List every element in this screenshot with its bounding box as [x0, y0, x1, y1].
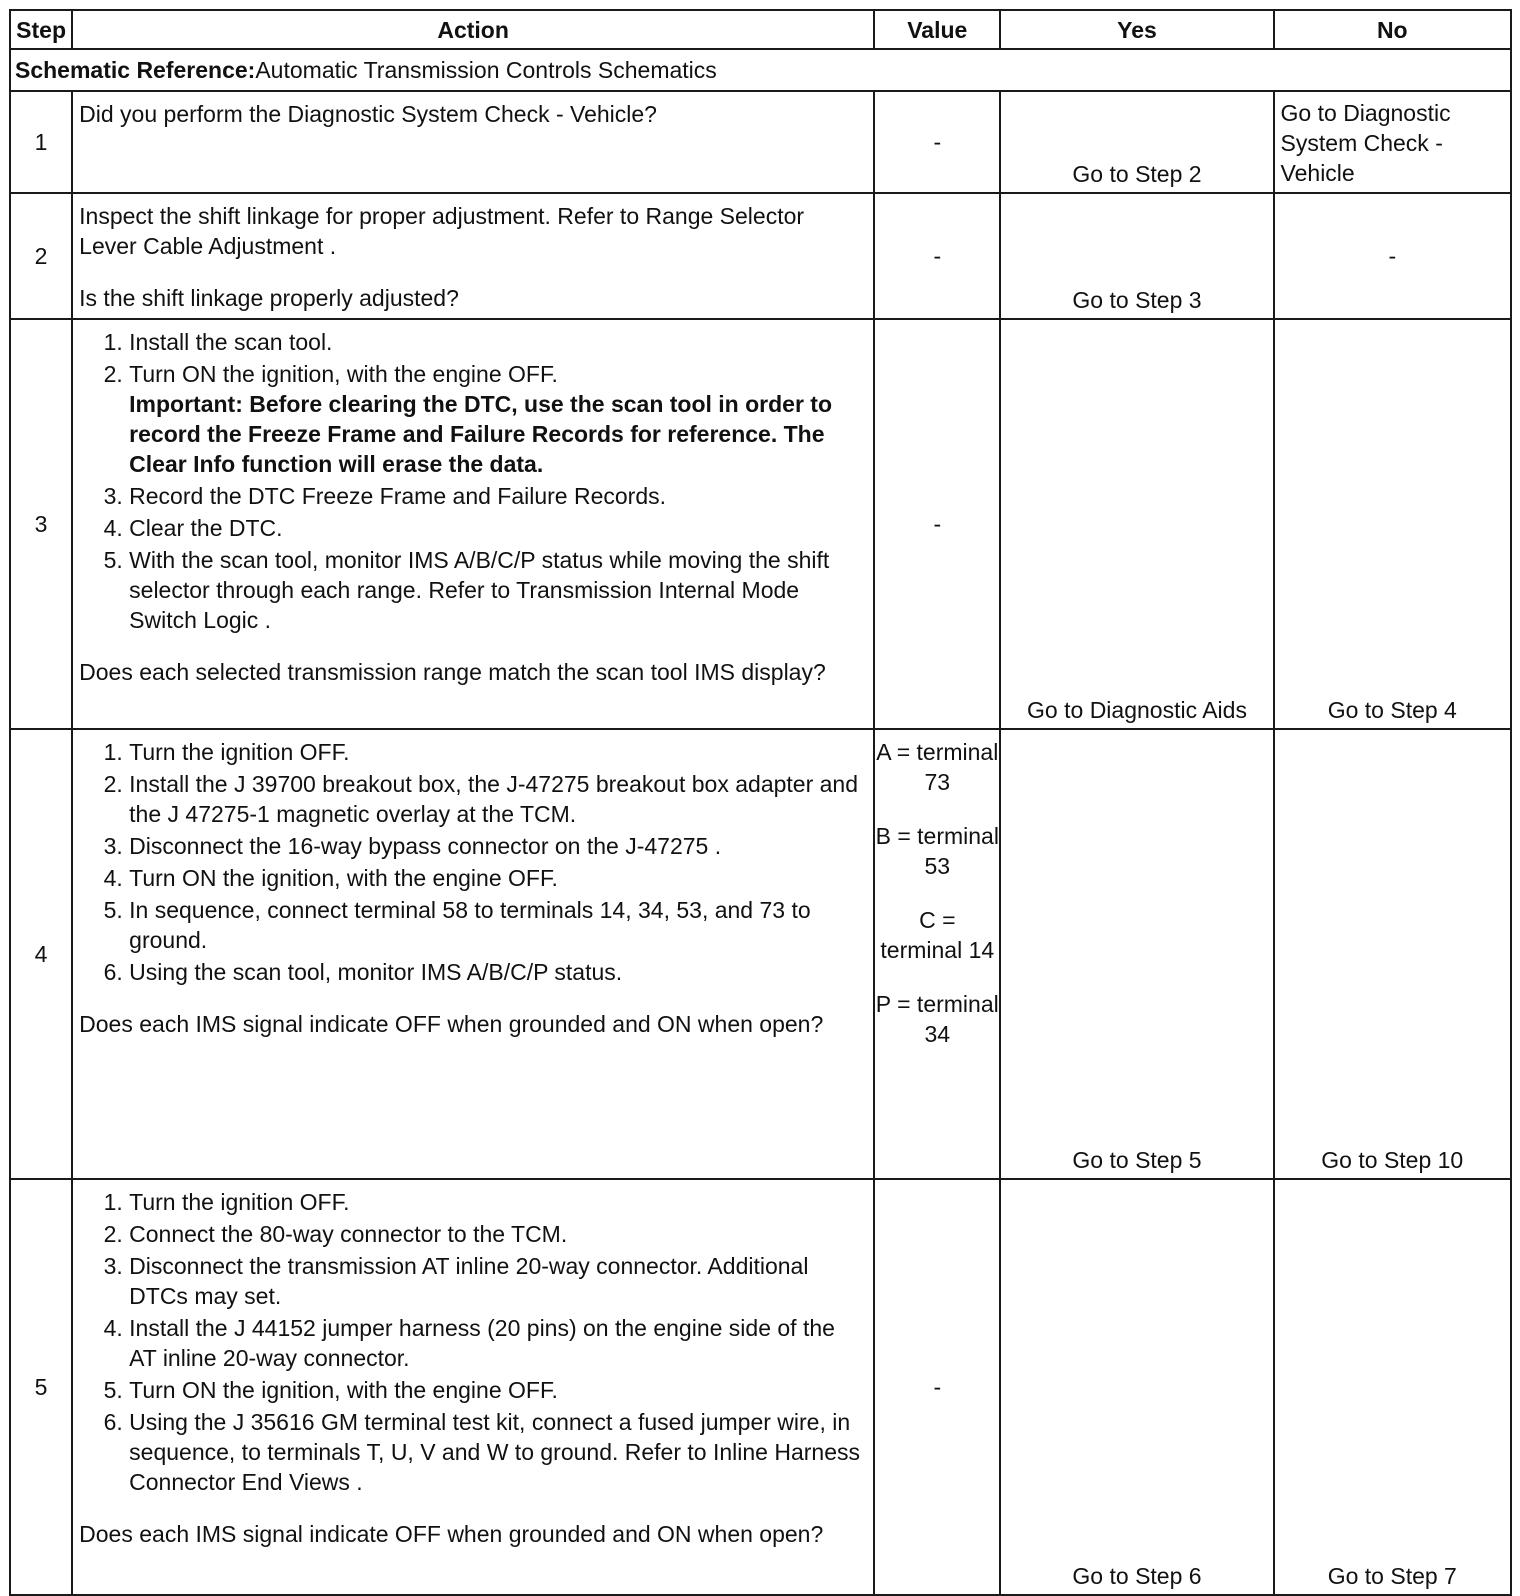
table-row-step-3: [10, 319, 1511, 729]
list-item: 5. In sequence, connect terminal 58 to terminals 14, 34, 53, and 73 to ground.: [129, 895, 867, 955]
header-yes: Yes: [1000, 10, 1273, 49]
header-no: No: [1274, 10, 1511, 49]
list-item: 1. Turn the ignition OFF.: [129, 1187, 867, 1217]
list-item: 4. Clear the DTC.: [129, 513, 867, 543]
action-question: Did you perform the Diagnostic System Check - Vehicle?: [79, 101, 657, 127]
table-row-step-2: [10, 193, 1511, 319]
value-entry: A = terminal 73: [876, 739, 999, 795]
action-cell: [72, 729, 874, 1179]
list-item: 6. Using the scan tool, monitor IMS A/B/C/P status.: [129, 957, 867, 987]
important-note: Important: Before clearing the DTC, use the scan tool in order to record the Freeze Frame and Failure Records for reference. The Clear Info function will erase the data.: [129, 391, 833, 477]
list-item: 1. Turn the ignition OFF.: [129, 737, 867, 767]
no-cell[interactable]: Go to Diagnostic System Check - Vehicle: [1274, 91, 1511, 193]
action-question: Is the shift linkage properly adjusted?: [79, 285, 459, 311]
diagnostic-table-page: [9, 9, 1512, 1596]
action-cell: [72, 91, 874, 193]
schematic-reference-row: [10, 49, 1511, 91]
action-question: Does each selected transmission range match the scan tool IMS display?: [79, 659, 826, 685]
table-row-step-4: [10, 729, 1511, 1179]
yes-cell[interactable]: Go to Step 6: [1000, 1179, 1273, 1595]
list-item: [129, 359, 867, 479]
action-steps-list: [79, 327, 867, 635]
list-item: 4. Turn ON the ignition, with the engine OFF.: [129, 863, 867, 893]
value-entry: C = terminal 14: [880, 907, 995, 963]
header-row: [10, 10, 1511, 49]
list-item: 5. With the scan tool, monitor IMS A/B/C/P status while moving the shift selector through each range. Refer to Transmission Internal Mode Switch Logic .: [129, 545, 867, 635]
diagnostic-table: [9, 9, 1512, 1596]
list-item: 6. Using the J 35616 GM terminal test kit, connect a fused jumper wire, in sequence, to terminals T, U, V and W to ground. Refer to Inline Harness Connector End Views .: [129, 1407, 867, 1497]
action-question: Does each IMS signal indicate OFF when grounded and ON when open?: [79, 1521, 824, 1547]
list-item: 5. Turn ON the ignition, with the engine OFF.: [129, 1375, 867, 1405]
step-number: 1: [10, 91, 72, 193]
list-item: 3. Record the DTC Freeze Frame and Failure Records.: [129, 481, 867, 511]
list-item: 4. Install the J 44152 jumper harness (20 pins) on the engine side of the AT inline 20-way connector.: [129, 1313, 867, 1373]
no-cell: -: [1274, 193, 1511, 319]
list-item: 3. Disconnect the transmission AT inline 20-way connector. Additional DTCs may set.: [129, 1251, 867, 1311]
value-cell: -: [874, 193, 1000, 319]
step-number: 4: [10, 729, 72, 1179]
action-steps-list: [79, 1187, 867, 1497]
step-number: 2: [10, 193, 72, 319]
step-number: 5: [10, 1179, 72, 1595]
action-steps-list: [79, 737, 867, 987]
list-item: 1. Install the scan tool.: [129, 327, 867, 357]
yes-cell[interactable]: Go to Step 2: [1000, 91, 1273, 193]
value-cell: [874, 729, 1000, 1179]
header-action: Action: [72, 10, 874, 49]
schematic-reference: [10, 49, 1511, 91]
list-item: 2. Install the J 39700 breakout box, the J-47275 breakout box adapter and the J 47275-1 magnetic overlay at the TCM.: [129, 769, 867, 829]
action-question: Does each IMS signal indicate OFF when grounded and ON when open?: [79, 1011, 824, 1037]
list-item-text: Turn ON the ignition, with the engine OFF.: [129, 361, 558, 387]
header-step: Step: [10, 10, 72, 49]
list-item: 3. Disconnect the 16-way bypass connector on the J-47275 .: [129, 831, 867, 861]
schematic-reference-label: Schematic Reference:: [15, 57, 256, 83]
header-value: Value: [874, 10, 1000, 49]
yes-cell[interactable]: Go to Diagnostic Aids: [1000, 319, 1273, 729]
value-cell: -: [874, 1179, 1000, 1595]
value-entry: B = terminal 53: [875, 823, 999, 879]
list-item: 2. Connect the 80-way connector to the TCM.: [129, 1219, 867, 1249]
yes-cell[interactable]: Go to Step 5: [1000, 729, 1273, 1179]
no-cell[interactable]: Go to Step 7: [1274, 1179, 1511, 1595]
value-entry: P = terminal 34: [875, 991, 999, 1047]
action-text: Inspect the shift linkage for proper adjustment. Refer to Range Selector Lever Cable Adjustment .: [79, 203, 805, 259]
table-row-step-5: [10, 1179, 1511, 1595]
action-cell: [72, 193, 874, 319]
table-row-step-1: [10, 91, 1511, 193]
no-cell[interactable]: Go to Step 10: [1274, 729, 1511, 1179]
action-cell: [72, 1179, 874, 1595]
step-number: 3: [10, 319, 72, 729]
no-cell[interactable]: Go to Step 4: [1274, 319, 1511, 729]
action-cell: [72, 319, 874, 729]
yes-cell[interactable]: Go to Step 3: [1000, 193, 1273, 319]
value-cell: -: [874, 91, 1000, 193]
value-cell: -: [874, 319, 1000, 729]
schematic-reference-link[interactable]: Automatic Transmission Controls Schematics: [255, 57, 717, 83]
